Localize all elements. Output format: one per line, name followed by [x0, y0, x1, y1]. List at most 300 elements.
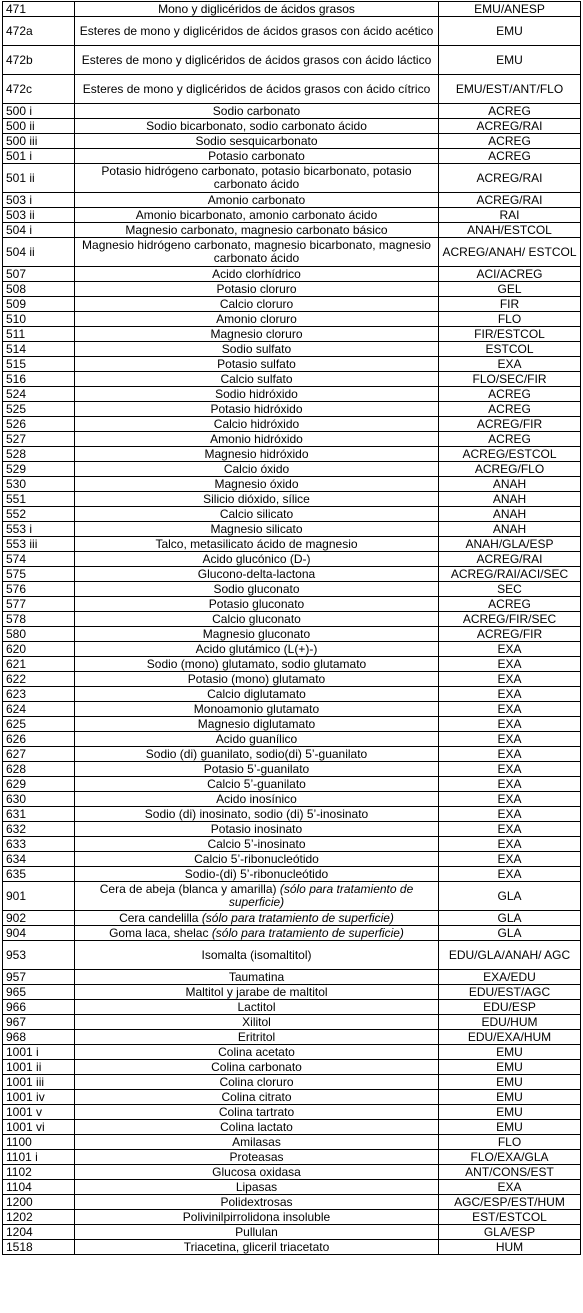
- additive-name: Maltitol y jarabe de maltitol: [185, 984, 328, 999]
- table-row: [3, 1150, 581, 1165]
- table-row: [3, 672, 581, 687]
- ins-code-cell: 1001 iv: [3, 1090, 75, 1105]
- ins-code-cell: 500 iii: [3, 134, 75, 149]
- ins-code-cell: 501 ii: [3, 164, 75, 193]
- function-class-cell: ANAH: [439, 492, 581, 507]
- table-row: [3, 75, 581, 104]
- table-row: [3, 717, 581, 732]
- ins-code-cell: 957: [3, 970, 75, 985]
- additive-name: Acido glutámico (L(+)-): [195, 641, 318, 656]
- function-class-cell: EXA: [439, 717, 581, 732]
- table-row: [3, 1210, 581, 1225]
- additive-name-cell: [75, 312, 439, 327]
- additive-name: Monoamonio glutamato: [193, 701, 320, 716]
- additive-name: Taumatina: [228, 969, 285, 984]
- function-class-cell: ACREG: [439, 387, 581, 402]
- additive-name: Goma laca, shelac: [109, 925, 209, 940]
- ins-code-cell: 504 i: [3, 223, 75, 238]
- additive-name-cell: [75, 822, 439, 837]
- table-row: [3, 1225, 581, 1240]
- additive-name-cell: [75, 807, 439, 822]
- additive-name-cell: [75, 732, 439, 747]
- additive-name: Calcio 5’-ribonucleótido: [194, 851, 319, 866]
- function-class-cell: EXA: [439, 1180, 581, 1195]
- additive-name: Magnesio cloruro: [210, 326, 303, 341]
- additives-table: [2, 1, 581, 1255]
- function-class-cell: EXA: [439, 822, 581, 837]
- additive-name: Amonio bicarbonato, amonio carbonato ácido: [135, 207, 378, 222]
- additive-name: Isomalta (isomaltitol): [201, 947, 312, 962]
- table-row: [3, 552, 581, 567]
- ins-code-cell: 530: [3, 477, 75, 492]
- additive-name: Cera de abeja (blanca y amarilla): [99, 882, 277, 896]
- table-row: [3, 387, 581, 402]
- ins-code-cell: 472b: [3, 46, 75, 75]
- additive-name-cell: [75, 357, 439, 372]
- additive-name: Cera candelilla: [119, 910, 199, 925]
- additive-name-cell: [75, 432, 439, 447]
- additive-name: Potasio hidróxido: [210, 401, 303, 416]
- additive-name: Calcio 5’-inosinato: [207, 836, 306, 851]
- additive-name: Glucosa oxidasa: [212, 1164, 301, 1179]
- additive-name: Sodio (di) inosinato, sodio (di) 5’-inosinato: [144, 806, 369, 821]
- additive-name-cell: [75, 657, 439, 672]
- additive-name-cell: [75, 477, 439, 492]
- additive-name: Amonio carbonato: [207, 192, 306, 207]
- function-class-cell: EMU: [439, 1120, 581, 1135]
- ins-code-cell: 967: [3, 1015, 75, 1030]
- additive-name: Eritritol: [237, 1029, 276, 1044]
- additive-name: Sodio bicarbonato, sodio carbonato ácido: [146, 118, 367, 133]
- ins-code-cell: 514: [3, 342, 75, 357]
- table-row: [3, 867, 581, 882]
- function-class-cell: FLO/EXA/GLA: [439, 1150, 581, 1165]
- function-class-cell: EDU/EST/AGC: [439, 985, 581, 1000]
- ins-code-cell: 632: [3, 822, 75, 837]
- additive-name: Potasio 5’-guanilato: [203, 761, 310, 776]
- ins-code-cell: 630: [3, 792, 75, 807]
- function-class-cell: HUM: [439, 1240, 581, 1255]
- ins-code-cell: 634: [3, 852, 75, 867]
- table-row: [3, 149, 581, 164]
- additive-name-cell: [75, 627, 439, 642]
- function-class-cell: FLO: [439, 312, 581, 327]
- additive-name-cell: [75, 792, 439, 807]
- ins-code-cell: 621: [3, 657, 75, 672]
- additive-name-cell: [75, 402, 439, 417]
- additive-name: Sodio (mono) glutamato, sodio glutamato: [146, 656, 367, 671]
- additive-name-cell: [75, 1015, 439, 1030]
- additive-name: Calcio óxido: [223, 461, 290, 476]
- table-row: [3, 1030, 581, 1045]
- additive-name: Amonio cloruro: [216, 311, 297, 326]
- ins-code-cell: 575: [3, 567, 75, 582]
- additive-name-cell: [75, 2, 439, 17]
- ins-code-cell: 509: [3, 297, 75, 312]
- function-class-cell: ACREG/ANAH/ ESTCOL: [439, 238, 581, 267]
- ins-code-cell: 1100: [3, 1135, 75, 1150]
- ins-code-cell: 902: [3, 911, 75, 926]
- additive-name: Magnesio gluconato: [202, 626, 311, 641]
- table-row: [3, 507, 581, 522]
- function-class-cell: EXA: [439, 807, 581, 822]
- function-class-cell: GLA: [439, 926, 581, 941]
- table-row: [3, 807, 581, 822]
- function-class-cell: EMU: [439, 1090, 581, 1105]
- ins-code-cell: 503 i: [3, 193, 75, 208]
- function-class-cell: ACREG: [439, 104, 581, 119]
- additive-name-cell: [75, 1000, 439, 1015]
- additive-name-cell: [75, 837, 439, 852]
- ins-code-cell: 1001 vi: [3, 1120, 75, 1135]
- additive-name: Magnesio carbonato, magnesio carbonato básico: [125, 222, 388, 237]
- additive-name: Mono y diglicéridos de ácidos grasos: [158, 1, 355, 16]
- additive-name-cell: [75, 149, 439, 164]
- function-class-cell: FIR/ESTCOL: [439, 327, 581, 342]
- additive-name-cell: [75, 597, 439, 612]
- additive-name-cell: [75, 852, 439, 867]
- ins-code-cell: 511: [3, 327, 75, 342]
- table-row: [3, 941, 581, 970]
- additive-name: Colina tartrato: [218, 1104, 295, 1119]
- additive-name: Magnesio hidróxido: [204, 446, 309, 461]
- table-row: [3, 970, 581, 985]
- function-class-cell: EDU/EXA/HUM: [439, 1030, 581, 1045]
- table-row: [3, 432, 581, 447]
- additive-name-cell: [75, 911, 439, 926]
- additive-name: Magnesio hidrógeno carbonato, magnesio bicarbonato, magnesio carbonato ácido: [82, 238, 431, 265]
- function-class-cell: FLO: [439, 1135, 581, 1150]
- table-row: [3, 926, 581, 941]
- ins-code-cell: 1518: [3, 1240, 75, 1255]
- table-row: [3, 522, 581, 537]
- additive-name-cell: [75, 672, 439, 687]
- additive-name-cell: [75, 717, 439, 732]
- ins-code-cell: 577: [3, 597, 75, 612]
- additive-name-cell: [75, 522, 439, 537]
- additive-name: Acido clorhídrico: [212, 266, 301, 281]
- table-row: [3, 1105, 581, 1120]
- ins-code-cell: 500 ii: [3, 119, 75, 134]
- additive-name: Triacetina, gliceril triacetato: [183, 1239, 330, 1254]
- additive-name: Glucono-delta-lactona: [197, 566, 316, 581]
- ins-code-cell: 965: [3, 985, 75, 1000]
- table-row: [3, 1120, 581, 1135]
- usage-note: (sólo para tratamiento de superficie): [228, 882, 414, 909]
- function-class-cell: ANT/CONS/EST: [439, 1165, 581, 1180]
- table-row: [3, 1060, 581, 1075]
- table-row: [3, 17, 581, 46]
- additive-name-cell: [75, 327, 439, 342]
- additive-name: Colina carbonato: [211, 1059, 302, 1074]
- additive-name-cell: [75, 238, 439, 267]
- additive-name-cell: [75, 1135, 439, 1150]
- ins-code-cell: 966: [3, 1000, 75, 1015]
- function-class-cell: ACREG/RAI: [439, 552, 581, 567]
- ins-code-cell: 472c: [3, 75, 75, 104]
- function-class-cell: ACREG/FIR: [439, 417, 581, 432]
- additive-name: Calcio sulfato: [220, 371, 293, 386]
- function-class-cell: RAI: [439, 208, 581, 223]
- ins-code-cell: 626: [3, 732, 75, 747]
- additive-name-cell: [75, 447, 439, 462]
- function-class-cell: FLO/SEC/FIR: [439, 372, 581, 387]
- additive-name-cell: [75, 1150, 439, 1165]
- ins-code-cell: 622: [3, 672, 75, 687]
- table-row: [3, 372, 581, 387]
- additive-name: Acido inosínico: [216, 791, 297, 806]
- table-row: [3, 357, 581, 372]
- function-class-cell: ACI/ACREG: [439, 267, 581, 282]
- additive-name-cell: [75, 762, 439, 777]
- additive-name-cell: [75, 1045, 439, 1060]
- ins-code-cell: 953: [3, 941, 75, 970]
- additive-name: Potasio inosinato: [210, 821, 303, 836]
- additive-name-cell: [75, 462, 439, 477]
- table-row: [3, 342, 581, 357]
- ins-code-cell: 553 i: [3, 522, 75, 537]
- additive-name-cell: [75, 1195, 439, 1210]
- ins-code-cell: 1104: [3, 1180, 75, 1195]
- additive-name: Calcio silicato: [219, 506, 294, 521]
- table-row: [3, 911, 581, 926]
- ins-code-cell: 627: [3, 747, 75, 762]
- function-class-cell: EXA: [439, 867, 581, 882]
- ins-code-cell: 524: [3, 387, 75, 402]
- ins-code-cell: 527: [3, 432, 75, 447]
- table-row: [3, 1135, 581, 1150]
- function-class-cell: AGC/ESP/EST/HUM: [439, 1195, 581, 1210]
- additive-name-cell: [75, 134, 439, 149]
- table-row: [3, 417, 581, 432]
- table-row: [3, 747, 581, 762]
- additive-name: Colina acetato: [218, 1044, 295, 1059]
- ins-code-cell: 574: [3, 552, 75, 567]
- ins-code-cell: 1202: [3, 1210, 75, 1225]
- additive-name: Acido guanílico: [215, 731, 298, 746]
- function-class-cell: EDU/HUM: [439, 1015, 581, 1030]
- additive-name-cell: [75, 104, 439, 119]
- additive-name-cell: [75, 1210, 439, 1225]
- table-row: [3, 762, 581, 777]
- additive-name-cell: [75, 777, 439, 792]
- ins-code-cell: 1001 ii: [3, 1060, 75, 1075]
- ins-code-cell: 507: [3, 267, 75, 282]
- ins-code-cell: 510: [3, 312, 75, 327]
- table-row: [3, 687, 581, 702]
- table-row: [3, 1045, 581, 1060]
- table-row: [3, 1000, 581, 1015]
- function-class-cell: ANAH: [439, 507, 581, 522]
- ins-code-cell: 631: [3, 807, 75, 822]
- function-class-cell: ACREG/FIR/SEC: [439, 612, 581, 627]
- ins-code-cell: 528: [3, 447, 75, 462]
- table-row: [3, 208, 581, 223]
- additive-name: Lipasas: [235, 1179, 278, 1194]
- additive-name: Magnesio silicato: [210, 521, 303, 536]
- function-class-cell: ACREG/ESTCOL: [439, 447, 581, 462]
- table-row: [3, 1240, 581, 1255]
- additive-name-cell: [75, 119, 439, 134]
- function-class-cell: ACREG/RAI/ACI/SEC: [439, 567, 581, 582]
- additives-table-body: [3, 2, 581, 1255]
- ins-code-cell: 624: [3, 702, 75, 717]
- function-class-cell: ACREG/FIR: [439, 627, 581, 642]
- additive-name-cell: [75, 567, 439, 582]
- additive-name: Sodio hidróxido: [215, 386, 298, 401]
- function-class-cell: ESTCOL: [439, 342, 581, 357]
- table-row: [3, 134, 581, 149]
- additive-name: Potasio sulfato: [217, 356, 296, 371]
- additive-name: Potasio cloruro: [216, 281, 297, 296]
- additive-name: Calcio cloruro: [219, 296, 294, 311]
- additive-name: Polidextrosas: [220, 1194, 293, 1209]
- additive-name-cell: [75, 612, 439, 627]
- function-class-cell: GLA/ESP: [439, 1225, 581, 1240]
- function-class-cell: EXA: [439, 687, 581, 702]
- additive-name: Sodio (di) guanilato, sodio(di) 5’-guanilato: [145, 746, 368, 761]
- table-row: [3, 104, 581, 119]
- table-row: [3, 1180, 581, 1195]
- additive-name: Potasio gluconato: [208, 596, 305, 611]
- additive-name: Proteasas: [229, 1149, 284, 1164]
- function-class-cell: EMU: [439, 1105, 581, 1120]
- additive-name-cell: [75, 267, 439, 282]
- additive-name-cell: [75, 223, 439, 238]
- function-class-cell: EXA: [439, 702, 581, 717]
- function-class-cell: ACREG/RAI: [439, 164, 581, 193]
- additive-name: Calcio gluconato: [212, 611, 301, 626]
- ins-code-cell: 525: [3, 402, 75, 417]
- table-row: [3, 193, 581, 208]
- function-class-cell: EMU/EST/ANT/FLO: [439, 75, 581, 104]
- additive-name: Lactitol: [237, 999, 276, 1014]
- table-row: [3, 612, 581, 627]
- table-row: [3, 164, 581, 193]
- ins-code-cell: 472a: [3, 17, 75, 46]
- ins-code-cell: 620: [3, 642, 75, 657]
- ins-code-cell: 1001 i: [3, 1045, 75, 1060]
- table-row: [3, 312, 581, 327]
- function-class-cell: SEC: [439, 582, 581, 597]
- ins-code-cell: 578: [3, 612, 75, 627]
- additive-name: Xilitol: [242, 1014, 271, 1029]
- function-class-cell: EXA: [439, 792, 581, 807]
- function-class-cell: EXA: [439, 777, 581, 792]
- additive-name: Calcio hidróxido: [213, 416, 300, 431]
- table-row: [3, 852, 581, 867]
- table-row: [3, 792, 581, 807]
- table-row: [3, 1075, 581, 1090]
- table-row: [3, 282, 581, 297]
- table-row: [3, 567, 581, 582]
- additive-name-cell: [75, 537, 439, 552]
- table-row: [3, 985, 581, 1000]
- ins-code-cell: 551: [3, 492, 75, 507]
- ins-code-cell: 504 ii: [3, 238, 75, 267]
- function-class-cell: EDU/ESP: [439, 1000, 581, 1015]
- ins-code-cell: 503 ii: [3, 208, 75, 223]
- function-class-cell: ACREG: [439, 149, 581, 164]
- ins-code-cell: 1101 i: [3, 1150, 75, 1165]
- function-class-cell: EMU: [439, 1045, 581, 1060]
- ins-code-cell: 552: [3, 507, 75, 522]
- ins-code-cell: 508: [3, 282, 75, 297]
- function-class-cell: ANAH: [439, 522, 581, 537]
- table-row: [3, 732, 581, 747]
- function-class-cell: ACREG/RAI: [439, 193, 581, 208]
- additive-name: Potasio hidrógeno carbonato, potasio bicarbonato, potasio carbonato ácido: [101, 164, 412, 191]
- ins-code-cell: 1200: [3, 1195, 75, 1210]
- function-class-cell: EXA/EDU: [439, 970, 581, 985]
- table-row: [3, 1195, 581, 1210]
- table-row: [3, 1015, 581, 1030]
- additive-name: Colina lactato: [220, 1119, 293, 1134]
- ins-code-cell: 901: [3, 882, 75, 911]
- function-class-cell: EXA: [439, 732, 581, 747]
- ins-code-cell: 526: [3, 417, 75, 432]
- additive-name: Sodio carbonato: [212, 103, 301, 118]
- table-row: [3, 2, 581, 17]
- function-class-cell: ANAH/GLA/ESP: [439, 537, 581, 552]
- function-class-cell: EDU/GLA/ANAH/ AGC: [439, 941, 581, 970]
- additive-name-cell: [75, 985, 439, 1000]
- additive-name-cell: [75, 926, 439, 941]
- ins-code-cell: 516: [3, 372, 75, 387]
- additive-name: Colina cloruro: [219, 1074, 294, 1089]
- ins-code-cell: 1204: [3, 1225, 75, 1240]
- additive-name-cell: [75, 507, 439, 522]
- additive-name: Talco, metasilicato ácido de magnesio: [155, 536, 358, 551]
- additive-name-cell: [75, 1240, 439, 1255]
- table-row: [3, 777, 581, 792]
- additive-name-cell: [75, 970, 439, 985]
- function-class-cell: EMU: [439, 1075, 581, 1090]
- additive-name-cell: [75, 1225, 439, 1240]
- table-row: [3, 537, 581, 552]
- additive-name: Potasio carbonato: [208, 148, 305, 163]
- function-class-cell: EST/ESTCOL: [439, 1210, 581, 1225]
- ins-code-cell: 580: [3, 627, 75, 642]
- additive-name-cell: [75, 552, 439, 567]
- additive-name: Sodio sulfato: [221, 341, 292, 356]
- function-class-cell: GLA: [439, 911, 581, 926]
- additive-name-cell: [75, 46, 439, 75]
- additive-name-cell: [75, 882, 439, 911]
- ins-code-cell: 625: [3, 717, 75, 732]
- table-row: [3, 327, 581, 342]
- additive-name: Esteres de mono y diglicéridos de ácidos grasos con ácido acético: [79, 23, 434, 38]
- function-class-cell: EXA: [439, 357, 581, 372]
- additive-name: Amilasas: [232, 1134, 281, 1149]
- function-class-cell: FIR: [439, 297, 581, 312]
- additive-name-cell: [75, 702, 439, 717]
- function-class-cell: EXA: [439, 837, 581, 852]
- additive-name-cell: [75, 208, 439, 223]
- function-class-cell: GEL: [439, 282, 581, 297]
- additive-name: Sodio gluconato: [213, 581, 300, 596]
- function-class-cell: EXA: [439, 852, 581, 867]
- additive-name-cell: [75, 1105, 439, 1120]
- additive-name: Magnesio óxido: [214, 476, 299, 491]
- additive-name: Potasio (mono) glutamato: [187, 671, 326, 686]
- function-class-cell: ANAH: [439, 477, 581, 492]
- additive-name-cell: [75, 1165, 439, 1180]
- ins-code-cell: 529: [3, 462, 75, 477]
- additive-name-cell: [75, 387, 439, 402]
- additive-name-cell: [75, 75, 439, 104]
- table-row: [3, 492, 581, 507]
